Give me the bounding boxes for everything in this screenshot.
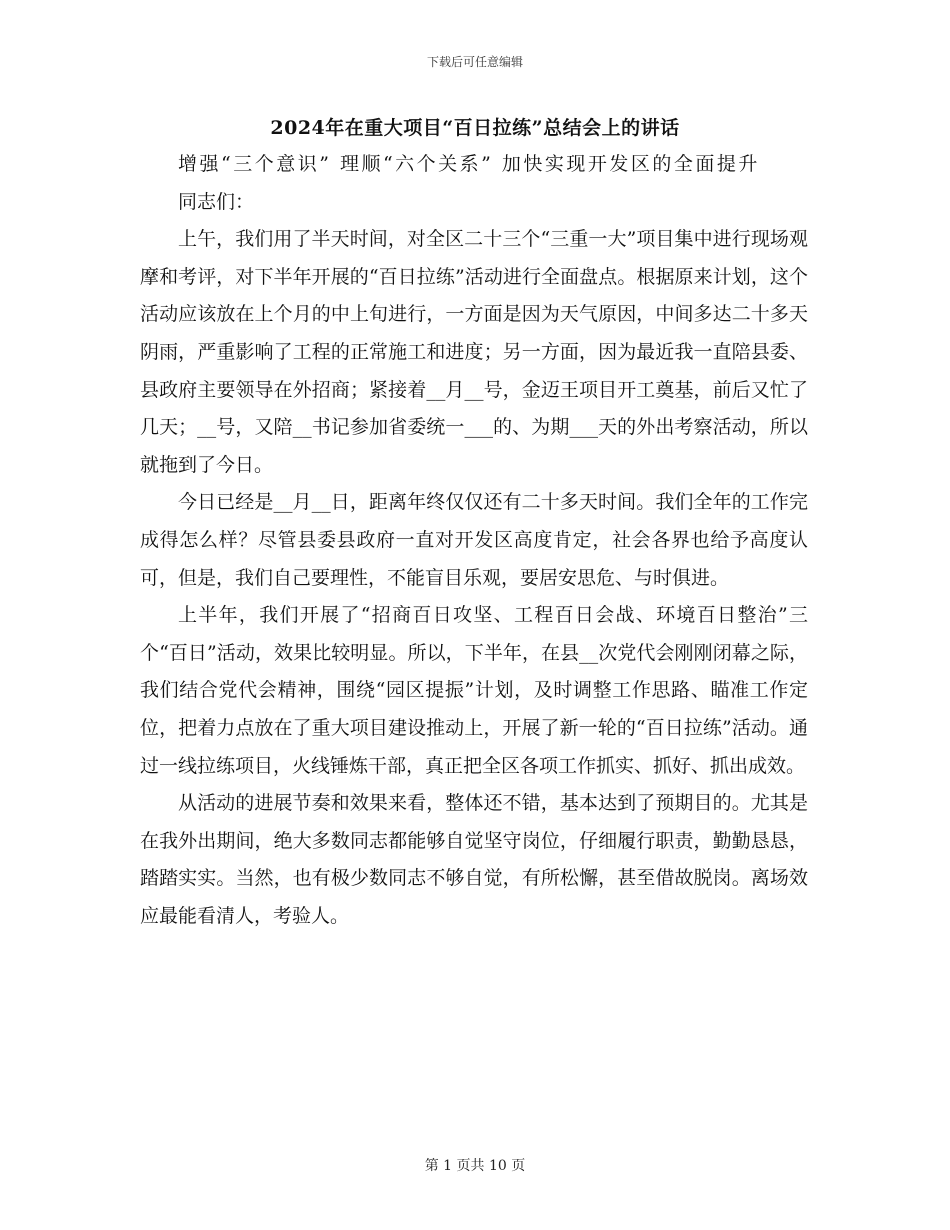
paragraph: 上午，我们用了半天时间，对全区二十三个“三重一大”项目集中进行现场观摩和考评，对下半年开展的“百日拉练”活动进行全面盘点。根据原来计划，这个活动应该放在上个月的中上旬进行，一方面是因为天气原因，中间多达二十多天阴雨，严重影响了工程的正常施工和进度；另一方面，因为最近我一直陪县委、县政府主要领导在外招商；紧接着__月__号，金迈王项目开工奠基，前后又忙了几天；__号，又陪__书记参加省委统一___的、为期___天的外出考察活动，所以就拖到了今日。 bbox=[140, 228, 808, 476]
document-title: 2024年在重大项目“百日拉练”总结会上的讲话 bbox=[270, 117, 680, 139]
paragraph: 从活动的进展节奏和效果来看，整体还不错，基本达到了预期目的。尤其是在我外出期间，绝大多数同志都能够自觉坚守岗位，仔细履行职责，勤勤恳恳，踏踏实实。当然，也有极少数同志不够自觉，有所松懈，甚至借故脱岗。离场效应最能看清人，考验人。 bbox=[140, 792, 808, 927]
salutation: 同志们： bbox=[178, 190, 255, 213]
document-body bbox=[140, 146, 808, 935]
paragraph: 上半年，我们开展了“招商百日攻坚、工程百日会战、环境百日整治”三个“百日”活动，效果比较明显。所以，下半年，在县__次党代会刚刚闭幕之际，我们结合党代会精神，围绕“园区提振”计划，及时调整工作思路、瞄准工作定位，把着力点放在了重大项目建设推动上，开展了新一轮的“百日拉练”活动。通过一线拉练项目，火线锤炼干部，真正把全区各项工作抓实、抓好、抓出成效。 bbox=[140, 604, 808, 777]
document-subtitle: 增强“三个意识” 理顺“六个关系” 加快实现开发区的全面提升 bbox=[178, 153, 760, 175]
paragraph: 今日已经是__月__日，距离年终仅仅还有二十多天时间。我们全年的工作完成得怎么样？尽管县委县政府一直对开发区高度肯定，社会各界也给予高度认可，但是，我们自己要理性，不能盲目乐观，要居安思危、与时俱进。 bbox=[140, 491, 808, 589]
page-number: 第 1 页共 10 页 bbox=[424, 1158, 526, 1174]
header-note: 下载后可任意编辑 bbox=[426, 55, 523, 69]
